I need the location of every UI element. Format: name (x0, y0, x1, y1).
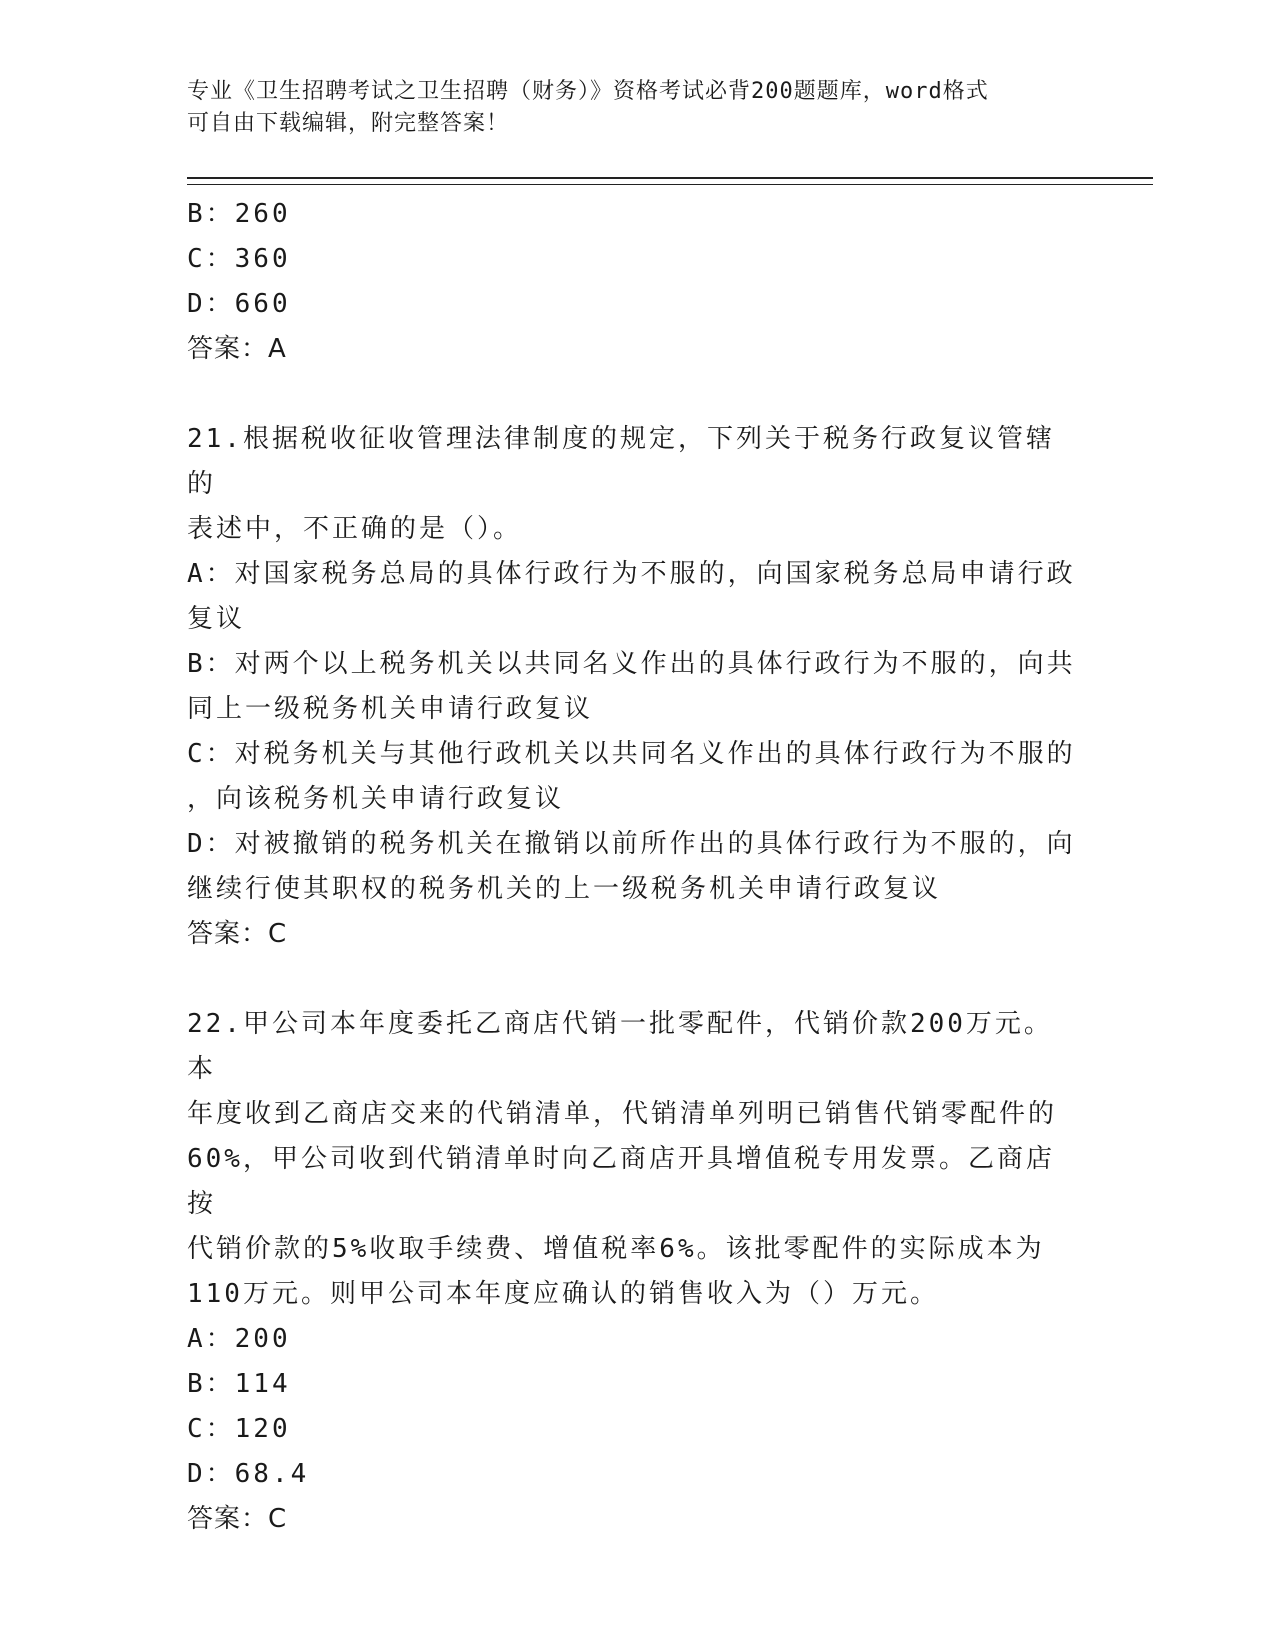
header-divider (187, 177, 1153, 185)
question-stem-line: 22.甲公司本年度委托乙商店代销一批零配件，代销价款200万元。本 (187, 1009, 1053, 1084)
option-d: D：660 (187, 289, 291, 319)
previous-question-tail (187, 192, 1077, 372)
option-b: B：260 (187, 199, 291, 229)
option-a-line: 复议 (187, 604, 246, 634)
option-a-line: A：对国家税务总局的具体行政行为不服的，向国家税务总局申请行政 (187, 559, 1076, 589)
option-c-line: C：对税务机关与其他行政机关以共同名义作出的具体行政行为不服的 (187, 739, 1076, 769)
document-body (187, 192, 1077, 1542)
header-title-line-1: 专业《卫生招聘考试之卫生招聘（财务）》资格考试必背200题题库，word格式 (187, 79, 989, 104)
option-d-line: 继续行使其职权的税务机关的上一级税务机关申请行政复议 (187, 874, 942, 904)
spacer (187, 957, 1077, 1002)
question-stem-line: 110万元。则甲公司本年度应确认的销售收入为（）万元。 (187, 1279, 939, 1309)
option-c: C：360 (187, 244, 291, 274)
question-stem-line: 代销价款的5%收取手续费、增值税率6%。该批零配件的实际成本为 (187, 1234, 1045, 1264)
question-stem-line: 21.根据税收征收管理法律制度的规定，下列关于税务行政复议管辖的 (187, 424, 1055, 499)
option-c: C：120 (187, 1414, 291, 1444)
option-d-line: D：对被撤销的税务机关在撤销以前所作出的具体行政行为不服的，向 (187, 829, 1076, 859)
spacer (187, 372, 1077, 417)
question-stem-line: 年度收到乙商店交来的代销清单，代销清单列明已销售代销零配件的 (187, 1099, 1058, 1129)
option-b: B：114 (187, 1369, 291, 1399)
option-b-line: 同上一级税务机关申请行政复议 (187, 694, 594, 724)
question-stem-line: 60%，甲公司收到代销清单时向乙商店开具增值税专用发票。乙商店按 (187, 1144, 1055, 1219)
page-header (187, 76, 1067, 140)
option-a: A：200 (187, 1324, 291, 1354)
header-title-line-2: 可自由下载编辑，附完整答案！ (187, 111, 510, 136)
option-d: D：68.4 (187, 1459, 310, 1489)
question-21 (187, 417, 1077, 957)
question-22 (187, 1002, 1077, 1542)
answer: 答案：C (187, 919, 288, 949)
answer: 答案：A (187, 334, 287, 364)
question-stem-line: 表述中，不正确的是（）。 (187, 514, 523, 544)
answer: 答案：C (187, 1504, 288, 1534)
option-c-line: ，向该税务机关申请行政复议 (187, 784, 565, 814)
option-b-line: B：对两个以上税务机关以共同名义作出的具体行政行为不服的，向共 (187, 649, 1076, 679)
